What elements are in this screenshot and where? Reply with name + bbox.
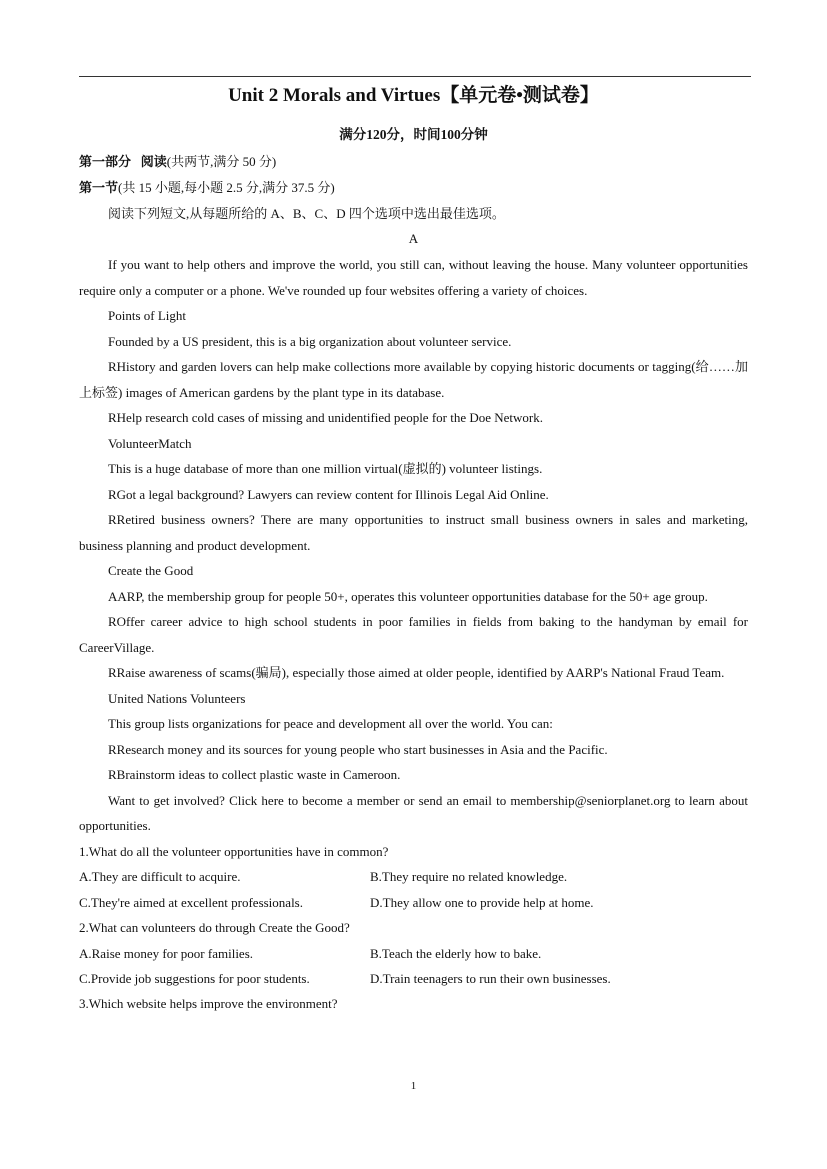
vm-title: VolunteerMatch [108,435,192,451]
points-item-2: RHelp research cold cases of missing and unidentified people for the Doe Network. [108,410,544,426]
page-number: 1 [410,1080,417,1092]
section1-note: (共 15 小题,每小题 2.5 分,满分 37.5 分) [118,179,335,195]
option-row [79,941,748,966]
ctg-desc: AARP, the membership group for people 50+, operates this volunteer opportunities database for the 50+ age group. [108,588,708,604]
un-desc: This group lists organizations for peace and development all over the world. You can: [108,716,553,732]
un-title: United Nations Volunteers [108,690,246,706]
option-a: A.They are difficult to acquire. [79,869,241,885]
ctg-item-2: RRaise awareness of scams(骗局), especially those aimed at older people, identified by AARP's National Fraud Team. [108,665,725,681]
option-row [79,890,748,915]
un-item-1: RResearch money and its sources for young people who start businesses in Asia and the Pacific. [108,741,608,757]
points-desc: Founded by a US president, this is a big organization about volunteer service. [108,333,512,349]
part1-heading [79,149,748,175]
option-b: B.They require no related knowledge. [370,869,568,885]
vm-item-2: RRetired business owners? There are many opportunities to instruct small business owners in sales and marketing, business planning and product development. [79,512,748,553]
option-c: C.Provide job suggestions for poor students. [79,970,310,986]
part1-note: (共两节,满分 50 分) [166,154,277,169]
passage-intro: If you want to help others and improve the world, you still can, without leaving the house. Many volunteer opportunities require only a computer or a phone. We've rounded up four websites offering a variety of choices. [79,257,748,298]
un-item-2: RBrainstorm ideas to collect plastic waste in Cameroon. [108,767,401,783]
page-subtitle: 满分120分，时间100分钟 [339,127,488,142]
document-body [79,149,748,1017]
section1-label: 第一节 [79,179,119,195]
option-c: C.They're aimed at excellent professionals. [79,894,303,910]
section1-heading [79,175,748,201]
question-stem: 2.What can volunteers do through Create the Good? [79,919,350,935]
passage-label: A [408,231,419,247]
option-b: B.Teach the elderly how to bake. [370,945,542,961]
passage-outro: Want to get involved? Click here to become a member or send an email to membership@seniorplanet.org to learn about opportunities. [79,792,748,834]
ctg-title: Create the Good [108,563,194,579]
part1-label: 第一部分 [79,154,132,169]
vm-item-1: RGot a legal background? Lawyers can review content for Illinois Legal Aid Online. [108,486,549,502]
question-stem: 1.What do all the volunteer opportunities have in common? [79,843,389,859]
option-row [79,864,748,889]
option-a: A.Raise money for poor families. [79,945,254,961]
ctg-item-1: ROffer career advice to high school students in poor families in fields from baking to the handyman by email for CareerVillage. [79,614,748,655]
question-stem: 3.Which website helps improve the environment? [79,996,338,1012]
option-d: D.They allow one to provide help at home. [370,894,594,910]
part1-name: 阅读 [140,154,167,169]
page-title: Unit 2 Morals and Virtues【单元卷•测试卷】 [228,85,599,106]
option-d: D.Train teenagers to run their own businesses. [370,970,611,986]
points-title: Points of Light [108,308,187,324]
header-rule [79,76,751,77]
points-item-1: RHistory and garden lovers can help make collections more available by copying historic documents or tagging(给……加上标签) images of American gardens by the plant type in its database. [79,359,748,400]
option-row [79,966,748,991]
instruction: 阅读下列短文,从每题所给的 A、B、C、D 四个选项中选出最佳选项。 [108,205,505,221]
vm-desc: This is a huge database of more than one million virtual(虚拟的) volunteer listings. [108,461,543,477]
